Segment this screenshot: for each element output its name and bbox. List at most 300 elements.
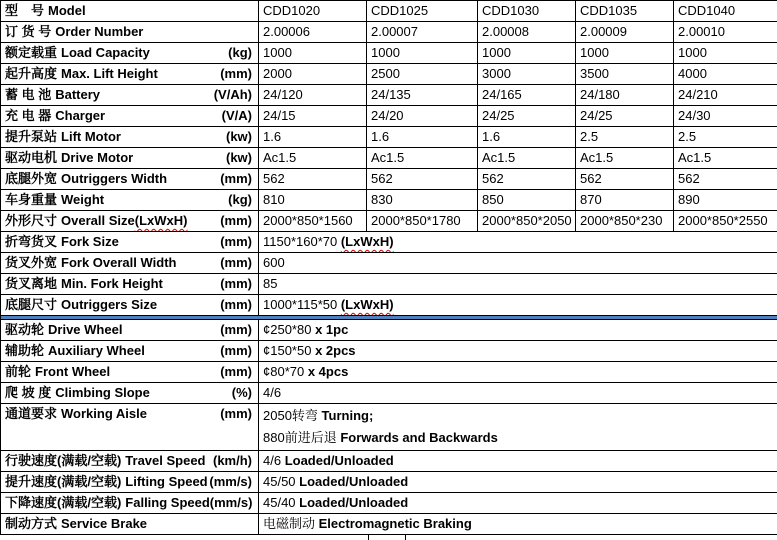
label-en: Service Brake — [61, 516, 148, 531]
value-cell — [478, 106, 576, 127]
value-cell — [478, 169, 576, 190]
value-cell — [478, 64, 576, 85]
value-line — [263, 363, 773, 381]
label-en: Auxiliary Wheel — [48, 343, 145, 358]
merged-value-cell — [259, 295, 777, 316]
row-label-text — [5, 2, 86, 20]
table-row — [1, 169, 777, 190]
row-label — [1, 404, 259, 451]
cell-value: 24/15 — [263, 108, 296, 123]
row-label-wrap — [5, 342, 254, 360]
label-en: Climbing Slope — [55, 385, 150, 400]
label-zh: 爬 坡 度 — [5, 385, 52, 400]
cell-value: 2000*850*1560 — [263, 213, 353, 228]
value-cell — [259, 43, 367, 64]
value-cell — [674, 127, 777, 148]
value-segment: 600 — [263, 255, 285, 270]
row-label — [1, 232, 259, 253]
row-label-wrap — [5, 405, 254, 423]
table-row — [1, 211, 777, 232]
value-cell — [674, 85, 777, 106]
value-line — [263, 452, 773, 470]
label-en: Weight — [61, 192, 105, 207]
cell-value: 830 — [371, 192, 393, 207]
row-label — [1, 383, 259, 404]
value-segment: 4/6 — [263, 453, 285, 468]
label-unit: (mm) — [220, 66, 252, 81]
label-zh: 驱动电机 — [5, 150, 58, 165]
cell-value: Ac1.5 — [580, 150, 614, 165]
value-segment: Loaded/Unloaded — [299, 474, 409, 489]
cell-value: 2.5 — [580, 129, 599, 144]
value-cell — [259, 106, 367, 127]
cutoff-border-stub — [368, 535, 369, 540]
row-label — [1, 341, 259, 362]
value-line — [263, 473, 773, 491]
cell-value: 2000*850*230 — [580, 213, 663, 228]
cell-value: 2.00010 — [678, 24, 725, 39]
cell-value: 1000 — [371, 45, 400, 60]
cell-value: 24/165 — [482, 87, 522, 102]
label-zh: 订 货 号 — [5, 24, 52, 39]
merged-value-cell — [259, 514, 777, 535]
row-label — [1, 451, 259, 472]
cell-value: CDD1025 — [371, 3, 429, 18]
row-label — [1, 493, 259, 514]
label-zh: 通道要求 — [5, 406, 58, 421]
label-zh: 底腿外宽 — [5, 171, 58, 186]
label-zh: 底腿尺寸 — [5, 297, 58, 312]
value-cell — [576, 169, 674, 190]
row-label — [1, 211, 259, 232]
value-line — [263, 254, 773, 272]
row-label-wrap — [5, 44, 254, 62]
table-row — [1, 320, 777, 341]
row-label-wrap — [5, 107, 254, 125]
table-row — [1, 295, 777, 316]
cell-value: 24/20 — [371, 108, 404, 123]
value-line — [263, 321, 773, 339]
value-cell — [259, 148, 367, 169]
row-label-wrap — [5, 2, 254, 20]
value-segment: Loaded/Unloaded — [299, 495, 409, 510]
table-row — [1, 85, 777, 106]
label-zh: 额定载重 — [5, 45, 58, 60]
value-cell — [576, 64, 674, 85]
value-line — [263, 275, 773, 293]
cell-value: Ac1.5 — [371, 150, 405, 165]
value-cell — [259, 169, 367, 190]
value-cell — [478, 85, 576, 106]
row-label — [1, 295, 259, 316]
cell-value: CDD1040 — [678, 3, 736, 18]
merged-value-cell — [259, 232, 777, 253]
spec-table-body — [1, 1, 777, 535]
value-cell — [259, 190, 367, 211]
cell-value: 562 — [678, 171, 700, 186]
label-en: Lift Motor — [61, 129, 121, 144]
cell-value: 1.6 — [482, 129, 501, 144]
row-label-text — [5, 44, 150, 62]
value-segment: ¢80*70 — [263, 364, 305, 379]
label-unit: (mm) — [220, 322, 252, 337]
row-label — [1, 22, 259, 43]
cell-value: 24/135 — [371, 87, 411, 102]
table-row — [1, 190, 777, 211]
model-cell — [674, 1, 777, 22]
merged-value-cell — [259, 320, 777, 341]
value-cell — [259, 127, 367, 148]
value-cell — [367, 43, 478, 64]
value-segment: 45/50 — [263, 474, 300, 489]
merged-value-cell — [259, 493, 777, 514]
label-unit: (mm) — [220, 255, 252, 270]
row-label-text — [5, 452, 206, 470]
table-row — [1, 22, 777, 43]
row-label-text — [5, 384, 150, 402]
label-unit: (mm/s) — [209, 495, 253, 510]
cell-value: 24/30 — [678, 108, 711, 123]
label-en-suffix: (LxWxH) — [134, 213, 188, 228]
label-en: Drive Wheel — [48, 322, 123, 337]
table-row — [1, 451, 777, 472]
cell-value: 890 — [678, 192, 700, 207]
row-label-text — [5, 128, 121, 146]
value-segment: 1000*115*50 — [263, 297, 341, 312]
row-label-wrap — [5, 23, 254, 41]
row-label — [1, 127, 259, 148]
value-segment: Turning; — [321, 408, 374, 423]
cell-value: CDD1020 — [263, 3, 321, 18]
cell-value: 2.00007 — [371, 24, 418, 39]
row-label — [1, 514, 259, 535]
label-unit: (mm) — [220, 297, 252, 312]
row-label-text — [5, 23, 143, 41]
row-label-wrap — [5, 473, 254, 491]
label-zh: 充 电 器 — [5, 108, 52, 123]
cell-value: 1000 — [263, 45, 292, 60]
row-label-wrap — [5, 363, 254, 381]
label-unit: (mm) — [220, 406, 252, 421]
cell-value: 2000 — [263, 66, 292, 81]
row-label-wrap — [5, 170, 254, 188]
label-unit: (mm) — [220, 234, 252, 249]
label-unit: (kg) — [228, 192, 252, 207]
row-label-wrap — [5, 149, 254, 167]
value-cell — [367, 85, 478, 106]
label-zh: 提升速度(满载/空载) — [5, 474, 122, 489]
cell-value: 1.6 — [371, 129, 390, 144]
label-en: Fork Size — [61, 234, 119, 249]
label-unit: (mm) — [220, 276, 252, 291]
label-unit: (kg) — [228, 45, 252, 60]
row-label-wrap — [5, 515, 254, 533]
cell-value: Ac1.5 — [482, 150, 516, 165]
row-label-text — [5, 233, 119, 251]
value-line — [263, 427, 773, 449]
label-zh: 提升泵站 — [5, 129, 58, 144]
label-zh: 外形尺寸 — [5, 213, 58, 228]
cell-value: 24/25 — [482, 108, 515, 123]
cell-value: CDD1030 — [482, 3, 540, 18]
label-en: Outriggers Width — [61, 171, 168, 186]
value-cell — [674, 211, 777, 232]
value-cell — [367, 64, 478, 85]
label-zh: 辅助轮 — [5, 343, 45, 358]
value-segment: x 4pcs — [304, 364, 349, 379]
row-label — [1, 85, 259, 106]
label-zh: 驱动轮 — [5, 322, 45, 337]
value-cell — [478, 43, 576, 64]
table-row — [1, 43, 777, 64]
label-zh: 制动方式 — [5, 516, 58, 531]
cell-value: 3500 — [580, 66, 609, 81]
row-label — [1, 64, 259, 85]
row-label — [1, 472, 259, 493]
row-label — [1, 43, 259, 64]
value-line — [263, 233, 773, 251]
row-label — [1, 1, 259, 22]
label-unit: (km/h) — [213, 453, 252, 468]
table-row — [1, 472, 777, 493]
label-zh: 车身重量 — [5, 192, 58, 207]
model-cell — [259, 1, 367, 22]
value-segment: 1150*160*70 — [263, 234, 341, 249]
value-segment: (LxWxH) — [340, 297, 394, 312]
value-cell — [478, 190, 576, 211]
label-en: Working Aisle — [61, 406, 147, 421]
row-label-text — [5, 86, 100, 104]
row-label — [1, 274, 259, 295]
cell-value: 810 — [263, 192, 285, 207]
value-line — [263, 405, 773, 427]
value-segment: x 2pcs — [311, 343, 356, 358]
row-label-text — [5, 191, 104, 209]
label-en: Front Wheel — [35, 364, 111, 379]
value-segment: 4/6 — [263, 385, 282, 400]
row-label-wrap — [5, 191, 254, 209]
cell-value: 24/210 — [678, 87, 718, 102]
label-en: Overall Size — [61, 213, 135, 228]
cell-value: CDD1035 — [580, 3, 638, 18]
merged-value-cell — [259, 383, 777, 404]
label-zh: 起升高度 — [5, 66, 58, 81]
table-row — [1, 383, 777, 404]
row-label-text — [5, 494, 210, 512]
cell-value: 562 — [371, 171, 393, 186]
label-en: Falling Speed — [125, 495, 210, 510]
merged-value-cell — [259, 274, 777, 295]
value-segment: Electromagnetic Braking — [318, 516, 472, 531]
row-label-text — [5, 212, 187, 230]
cell-value: 850 — [482, 192, 504, 207]
value-line — [263, 384, 773, 402]
value-cell — [674, 43, 777, 64]
model-cell — [367, 1, 478, 22]
row-label — [1, 190, 259, 211]
table-row — [1, 341, 777, 362]
value-segment: ¢150*50 — [263, 343, 312, 358]
value-segment: ¢250*80 — [263, 322, 312, 337]
row-label-wrap — [5, 321, 254, 339]
label-zh: 行驶速度(满载/空载) — [5, 453, 122, 468]
value-cell — [259, 22, 367, 43]
value-line — [263, 296, 773, 314]
merged-value-cell — [259, 472, 777, 493]
label-zh: 下降速度(满载/空载) — [5, 495, 122, 510]
cell-value: 1000 — [482, 45, 511, 60]
model-cell — [576, 1, 674, 22]
value-cell — [367, 190, 478, 211]
table-row — [1, 148, 777, 169]
cell-value: 1000 — [580, 45, 609, 60]
value-segment: 85 — [263, 276, 278, 291]
label-unit: (mm) — [220, 171, 252, 186]
label-unit: (mm/s) — [209, 474, 252, 489]
label-en: Load Capacity — [61, 45, 150, 60]
row-label-wrap — [5, 212, 254, 230]
row-label — [1, 362, 259, 383]
cell-value: 2.00006 — [263, 24, 310, 39]
value-line — [263, 342, 773, 360]
cell-value: 2.00009 — [580, 24, 627, 39]
row-label-wrap — [5, 233, 254, 251]
cell-value: 2.00008 — [482, 24, 529, 39]
cutoff-border-stub — [405, 535, 406, 540]
label-unit: (mm) — [220, 343, 252, 358]
table-row — [1, 1, 777, 22]
table-row — [1, 106, 777, 127]
cell-value: 4000 — [678, 66, 707, 81]
value-cell — [674, 64, 777, 85]
value-cell — [576, 148, 674, 169]
label-zh: 折弯货叉 — [5, 234, 58, 249]
row-label-text — [5, 363, 110, 381]
row-label-wrap — [5, 254, 254, 272]
value-cell — [367, 169, 478, 190]
row-label — [1, 253, 259, 274]
cell-value: 2.5 — [678, 129, 697, 144]
value-cell — [576, 211, 674, 232]
merged-value-cell — [259, 253, 777, 274]
value-cell — [478, 148, 576, 169]
cell-value: Ac1.5 — [263, 150, 297, 165]
row-label-wrap — [5, 65, 254, 83]
row-label-wrap — [5, 494, 254, 512]
value-cell — [367, 211, 478, 232]
cell-value: 2000*850*1780 — [371, 213, 461, 228]
row-label — [1, 106, 259, 127]
label-en: Fork Overall Width — [61, 255, 177, 270]
value-cell — [674, 190, 777, 211]
value-cell — [478, 211, 576, 232]
label-en: Model — [48, 3, 86, 18]
cell-value: 562 — [482, 171, 504, 186]
value-cell — [674, 169, 777, 190]
value-line — [263, 515, 773, 533]
table-row — [1, 362, 777, 383]
label-en: Lifting Speed — [125, 474, 208, 489]
value-cell — [674, 106, 777, 127]
value-cell — [576, 190, 674, 211]
table-row — [1, 64, 777, 85]
value-cell — [576, 106, 674, 127]
value-cell — [367, 127, 478, 148]
label-zh: 蓄 电 池 — [5, 87, 52, 102]
row-label-text — [5, 107, 105, 125]
value-cell — [576, 127, 674, 148]
row-label-wrap — [5, 128, 254, 146]
cutoff-next-row-borders — [0, 535, 777, 540]
row-label-wrap — [5, 452, 254, 470]
cell-value: 24/25 — [580, 108, 613, 123]
table-row — [1, 127, 777, 148]
table-row — [1, 404, 777, 451]
row-label — [1, 320, 259, 341]
label-unit: (V/Ah) — [213, 87, 252, 102]
merged-value-cell — [259, 404, 777, 451]
value-cell — [576, 22, 674, 43]
value-segment: 45/40 — [263, 495, 300, 510]
cell-value: 3000 — [482, 66, 511, 81]
row-label-text — [5, 296, 157, 314]
row-label-wrap — [5, 86, 254, 104]
value-cell — [674, 22, 777, 43]
row-label-text — [5, 170, 167, 188]
value-cell — [478, 127, 576, 148]
cell-value: 2000*850*2050 — [482, 213, 572, 228]
table-row — [1, 274, 777, 295]
row-label-text — [5, 342, 145, 360]
row-label-text — [5, 473, 208, 491]
merged-value-cell — [259, 451, 777, 472]
cell-value: 562 — [580, 171, 602, 186]
value-cell — [478, 22, 576, 43]
value-cell — [367, 148, 478, 169]
label-unit: (mm) — [220, 213, 252, 228]
label-en: Travel Speed — [125, 453, 206, 468]
value-segment: 2050转弯 — [263, 408, 322, 423]
label-zh: 货叉离地 — [5, 276, 58, 291]
cell-value: Ac1.5 — [678, 150, 712, 165]
value-segment: Loaded/Unloaded — [284, 453, 394, 468]
model-cell — [478, 1, 576, 22]
cell-value: 24/180 — [580, 87, 620, 102]
row-label — [1, 169, 259, 190]
value-cell — [674, 148, 777, 169]
cell-value: 1000 — [678, 45, 707, 60]
label-en: Order Number — [55, 24, 144, 39]
label-unit: (%) — [231, 385, 252, 400]
label-en: Max. Lift Height — [61, 66, 158, 81]
value-cell — [259, 85, 367, 106]
label-en: Outriggers Size — [61, 297, 158, 312]
value-line — [263, 494, 773, 512]
value-segment: (LxWxH) — [340, 234, 394, 249]
merged-value-cell — [259, 362, 777, 383]
table-row — [1, 232, 777, 253]
value-segment: 880前进后退 — [263, 430, 341, 445]
row-label-text — [5, 149, 133, 167]
value-segment: 电磁制动 — [263, 516, 319, 531]
row-label — [1, 148, 259, 169]
row-label-text — [5, 321, 122, 339]
row-label-text — [5, 65, 158, 83]
row-label-text — [5, 254, 176, 272]
row-label-text — [5, 515, 147, 533]
row-label-wrap — [5, 384, 254, 402]
label-unit: (kw) — [226, 129, 252, 144]
